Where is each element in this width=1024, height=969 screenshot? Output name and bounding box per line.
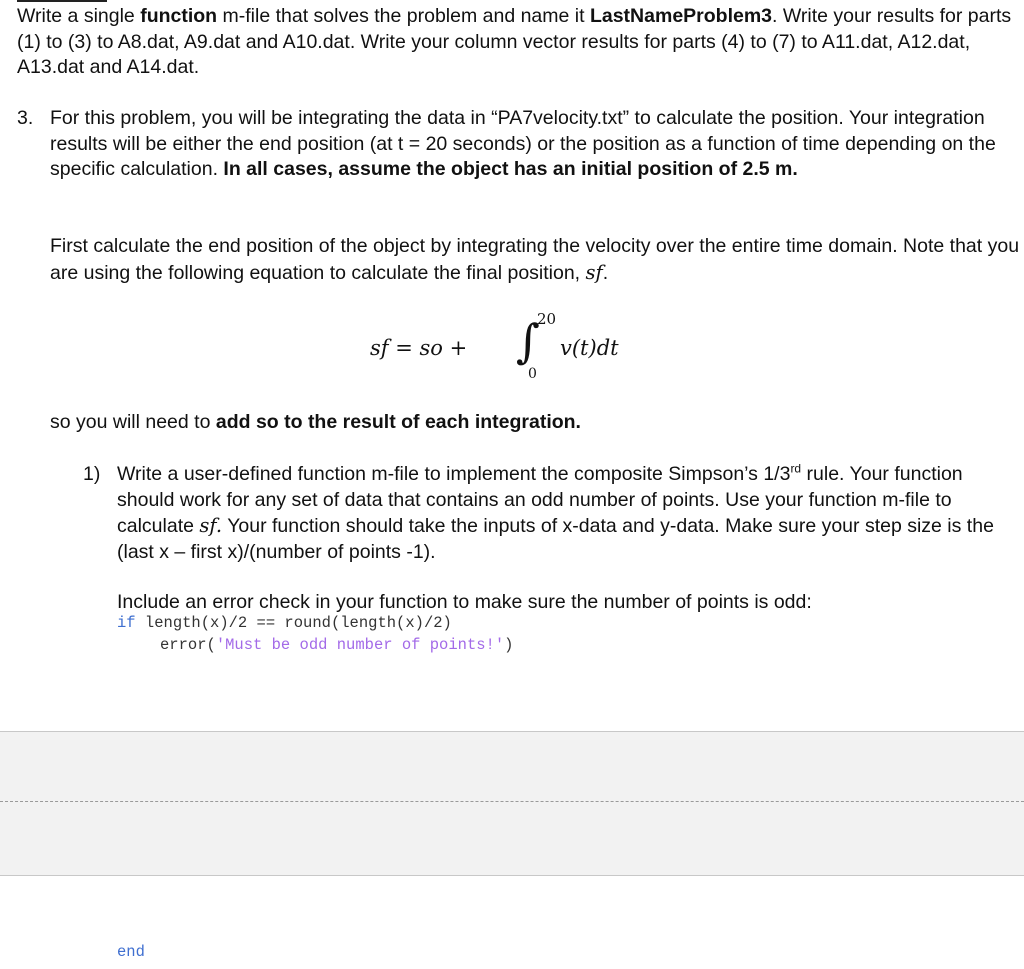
question-number: 3. (17, 107, 34, 129)
note-paragraph: so you will need to add so to the result of each integration. (50, 411, 581, 433)
top-rule (17, 0, 107, 2)
integral-lower-limit: 0 (528, 366, 537, 382)
integrand: v(t)dt (560, 336, 619, 360)
intro-paragraph: Write a single function m-file that solves the problem and name it LastNameProblem3. Write your results for parts (1) to (3) to A8.dat, A9.dat and A10.dat. Write your column vector results for parts (4) to (7) to A11.dat, A12.dat, A13.dat and A14.dat. (17, 5, 1012, 78)
code-editor-panel[interactable] (0, 802, 1024, 876)
code-line-if: if length(x)/2 == round(length(x)/2) (117, 614, 452, 632)
equation-lhs: sf = so + (370, 336, 468, 360)
part-number: 1) (83, 463, 101, 485)
instruction-paragraph: First calculate the end position of the object by integrating the velocity over the entire time domain. Note that you are using the following equation to calculate the final position, sf. (50, 235, 1020, 284)
part-1-text: Write a user-defined function m-file to implement the composite Simpson’s 1/3rd rule. Your function should work for any set of data that contains an odd number of points. Use your function m-file to calculate sf. Your function should take the inputs of x-data and y-data. Make sure your step size is the (last x – first x)/(number of points -1). (117, 461, 994, 563)
error-check-paragraph: Include an error check in your function to make sure the number of points is odd: (117, 591, 812, 613)
integral-sign: ∫ (516, 314, 540, 368)
final-position-symbol: sf (585, 260, 603, 284)
final-position-symbol: sf. (199, 514, 223, 537)
code-line-end: end (117, 943, 145, 961)
code-line-error: error('Must be odd number of points!') (160, 636, 514, 654)
integral-upper-limit: 20 (537, 310, 557, 328)
code-editor-panel[interactable] (0, 731, 1024, 802)
position-equation (370, 300, 670, 390)
question-3-text: For this problem, you will be integrating the data in “PA7velocity.txt” to calculate the position. Your integration results will be either the end position (at t = 20 seconds) or the position as a function of time depending on the specific calculation. In all cases, assume the object has an initial position of 2.5 m. (50, 107, 996, 180)
